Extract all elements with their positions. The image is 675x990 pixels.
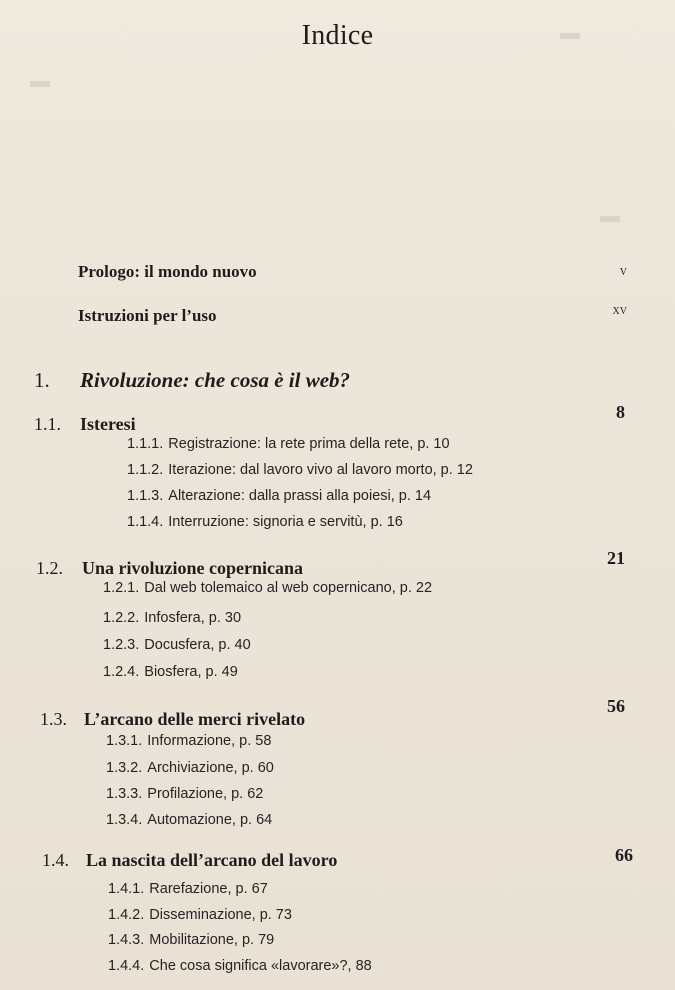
section-entry[interactable] <box>108 881 268 897</box>
section-entry[interactable] <box>103 610 241 626</box>
chapter-number: 1.1. <box>34 414 61 434</box>
section-text: Infosfera, p. 30 <box>144 610 242 626</box>
section-entry[interactable] <box>108 958 372 974</box>
section-number: 1.1.4. <box>127 514 164 530</box>
chapter-page: 8 <box>616 402 625 422</box>
section-number: 1.2.4. <box>103 664 140 680</box>
front-matter-page: v <box>619 264 627 279</box>
page-title: Indice <box>301 20 374 51</box>
chapter-title: Una rivoluzione copernicana <box>82 558 303 578</box>
part-heading <box>34 368 350 393</box>
section-entry[interactable] <box>103 580 432 596</box>
chapter-number: 1.3. <box>40 709 67 729</box>
front-matter-page: xv <box>612 303 627 318</box>
section-number: 1.3.4. <box>106 812 143 828</box>
chapter-number: 1.4. <box>42 850 69 870</box>
section-text: Automazione, p. 64 <box>147 812 273 828</box>
section-text: Profilazione, p. 62 <box>147 786 264 802</box>
bleed-through-mark: ▬ <box>600 205 620 227</box>
chapter-page: 21 <box>607 548 625 568</box>
section-entry[interactable] <box>106 760 274 776</box>
section-text: Disseminazione, p. 73 <box>149 907 292 923</box>
section-text: Che cosa significa «lavorare»?, 88 <box>149 958 372 974</box>
section-number: 1.2.2. <box>103 610 140 626</box>
section-text: Iterazione: dal lavoro vivo al lavoro morto, p. 12 <box>168 462 473 478</box>
section-entry[interactable] <box>106 812 272 828</box>
section-number: 1.1.2. <box>127 462 164 478</box>
bleed-through-mark: ▬ <box>30 70 50 92</box>
front-matter-label: Prologo: il mondo nuovo <box>78 262 257 281</box>
chapter-number: 1.2. <box>36 558 63 578</box>
section-number: 1.3.2. <box>106 760 143 776</box>
section-number: 1.4.3. <box>108 932 145 948</box>
section-number: 1.1.3. <box>127 488 164 504</box>
chapter-page: 56 <box>607 696 625 716</box>
chapter-heading[interactable] <box>40 709 305 730</box>
section-entry[interactable] <box>127 462 473 478</box>
section-entry[interactable] <box>103 664 238 680</box>
section-number: 1.4.4. <box>108 958 145 974</box>
section-entry[interactable] <box>103 637 251 653</box>
chapter-heading[interactable] <box>36 558 303 579</box>
section-entry[interactable] <box>106 786 263 802</box>
section-number: 1.4.2. <box>108 907 145 923</box>
section-text: Mobilitazione, p. 79 <box>149 932 275 948</box>
bleed-through-mark: ▬ <box>560 22 580 44</box>
section-number: 1.1.1. <box>127 436 164 452</box>
section-entry[interactable] <box>127 436 450 452</box>
section-entry[interactable] <box>106 733 271 749</box>
section-number: 1.4.1. <box>108 881 145 897</box>
chapter-heading[interactable] <box>34 414 136 435</box>
front-matter-prologue[interactable] <box>78 262 257 282</box>
section-number: 1.3.1. <box>106 733 143 749</box>
section-text: Informazione, p. 58 <box>147 733 272 749</box>
section-number: 1.2.1. <box>103 580 140 596</box>
front-matter-label: Istruzioni per l’uso <box>78 306 217 325</box>
section-text: Interruzione: signoria e servitù, p. 16 <box>168 514 403 530</box>
front-matter-instructions[interactable] <box>78 306 217 326</box>
chapter-title: La nascita dell’arcano del lavoro <box>86 850 338 870</box>
section-text: Archiviazione, p. 60 <box>147 760 274 776</box>
section-text: Alterazione: dalla prassi alla poiesi, p. 14 <box>168 488 432 504</box>
section-text: Dal web tolemaico al web copernicano, p. 22 <box>144 580 433 596</box>
chapter-title: Isteresi <box>80 414 136 434</box>
part-number: 1. <box>34 368 50 392</box>
section-entry[interactable] <box>108 932 274 948</box>
section-text: Docusfera, p. 40 <box>144 637 251 653</box>
section-number: 1.2.3. <box>103 637 140 653</box>
section-entry[interactable] <box>108 907 292 923</box>
section-entry[interactable] <box>127 488 431 504</box>
section-number: 1.3.3. <box>106 786 143 802</box>
section-text: Registrazione: la rete prima della rete, p. 10 <box>168 436 450 452</box>
section-entry[interactable] <box>127 514 403 530</box>
chapter-title: L’arcano delle merci rivelato <box>84 709 306 729</box>
section-text: Biosfera, p. 49 <box>144 664 238 680</box>
chapter-page: 66 <box>615 845 633 865</box>
chapter-heading[interactable] <box>42 850 337 871</box>
part-title: Rivoluzione: che cosa è il web? <box>80 368 351 392</box>
section-text: Rarefazione, p. 67 <box>149 881 268 897</box>
